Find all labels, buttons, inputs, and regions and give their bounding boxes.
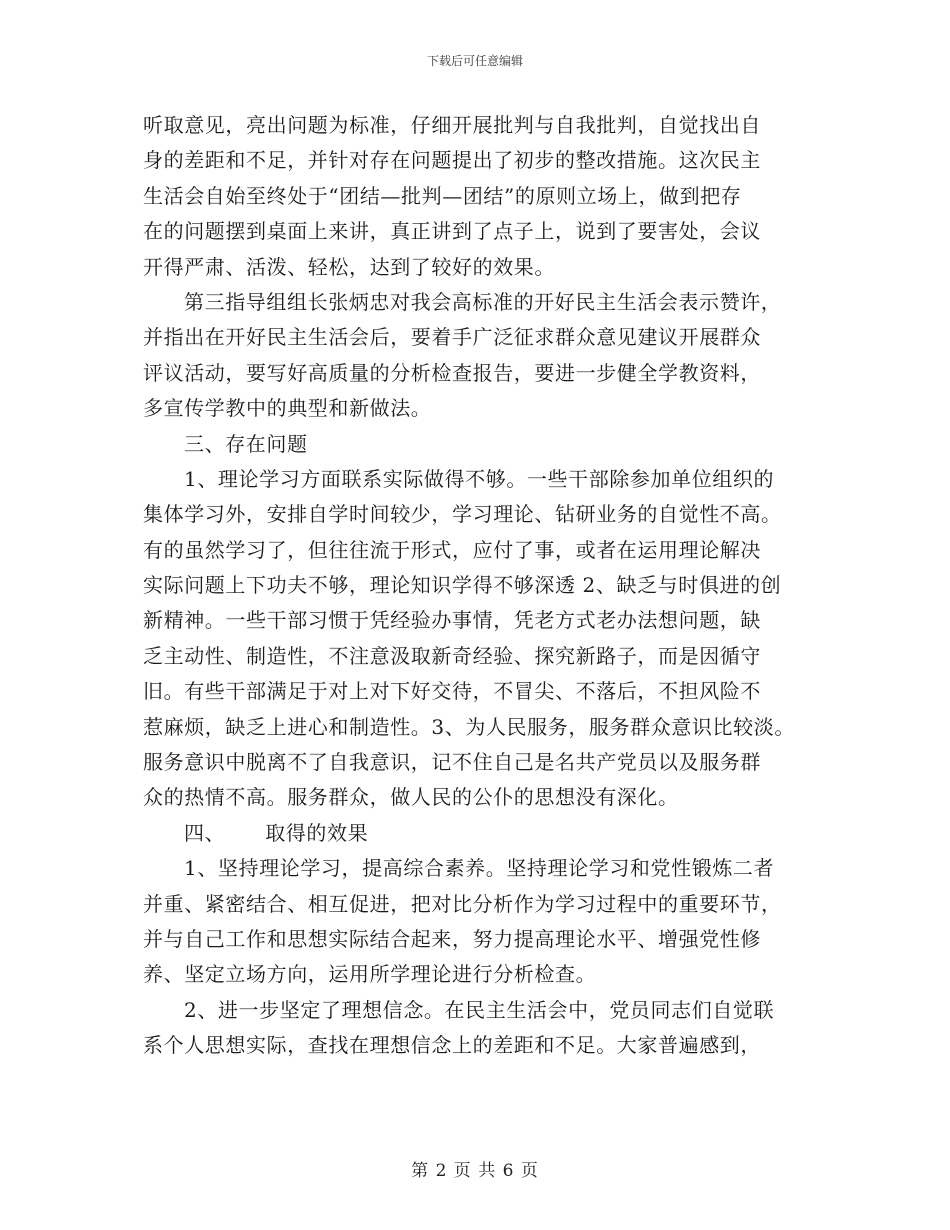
body-line: 乏主动性、制造性，不注意汲取新奇经验、探究新路子，而是因循守 (143, 643, 761, 668)
section-heading-3: 三、存在问题 (184, 431, 308, 456)
body-line: 并与自己工作和思想实际结合起来，努力提高理论水平、增强党性修 (143, 926, 761, 951)
page-header: 下载后可任意编辑 (426, 54, 523, 68)
body-line: 众的热情不高。服务群众，做人民的公仆的思想没有深化。 (143, 785, 679, 810)
body-line: 并指出在开好民主生活会后，要着手广泛征求群众意见建议开展群众 (143, 325, 761, 350)
paragraph-first-line: 2、进一步坚定了理想信念。在民主生活会中，党员同志们自觉联 (184, 997, 775, 1022)
page-footer: 第 2 页 共 6 页 (411, 1161, 539, 1181)
body-line: 多宣传学教中的典型和新做法。 (143, 396, 432, 421)
paragraph-first-line: 第三指导组组长张炳忠对我会高标准的开好民主生活会表示赞许， (184, 289, 782, 314)
body-line: 养、坚定立场方向，运用所学理论进行分析检查。 (143, 962, 597, 987)
paragraph-first-line: 1、坚持理论学习，提高综合素养。坚持理论学习和党性锻炼二者 (184, 856, 775, 881)
paragraph-first-line: 1、理论学习方面联系实际做得不够。一些干部除参加单位组织的 (184, 466, 775, 491)
section-heading-4 (143, 816, 823, 851)
body-line: 并重、紧密结合、相互促进，把对比分析作为学习过程中的重要环节， (143, 891, 782, 916)
body-line: 惹麻烦，缺乏上进心和制造性。3、为人民服务，服务群众意识比较淡。 (143, 714, 795, 739)
document-body (143, 108, 823, 1064)
body-line: 实际问题上下功夫不够，理论知识学得不够深透 2、缺乏与时俱进的创 (143, 573, 782, 598)
body-line: 身的差距和不足，并针对存在问题提出了初步的整改措施。这次民主 (143, 148, 761, 173)
heading-title: 取得的效果 (265, 820, 369, 845)
body-line: 评议活动，要写好高质量的分析检查报告，要进一步健全学教资料， (143, 360, 761, 385)
body-line: 开得严肃、活泼、轻松，达到了较好的效果。 (143, 254, 555, 279)
heading-number: 四、 (184, 820, 226, 845)
body-line: 集体学习外，安排自学时间较少，学习理论、钻研业务的自觉性不高。 (143, 502, 782, 527)
body-line: 有的虽然学习了，但往往流于形式，应付了事，或者在运用理论解决 (143, 537, 761, 562)
body-line: 在的问题摆到桌面上来讲，真正讲到了点子上，说到了要害处，会议 (143, 219, 761, 244)
body-line: 听取意见，亮出问题为标准，仔细开展批判与自我批判，自觉找出自 (143, 113, 761, 137)
body-line: 新精神。一些干部习惯于凭经验办事情，凭老方式老办法想问题，缺 (143, 608, 761, 633)
body-line: 服务意识中脱离不了自我意识，记不住自己是名共产党员以及服务群 (143, 750, 761, 775)
body-line: 系个人思想实际，查找在理想信念上的差距和不足。大家普遍感到， (143, 1033, 761, 1058)
body-line: 生活会自始至终处于“团结—批判—团结”的原则立场上，做到把存 (143, 183, 742, 208)
body-line: 旧。有些干部满足于对上对下好交待，不冒尖、不落后，不担风险不 (143, 679, 761, 704)
